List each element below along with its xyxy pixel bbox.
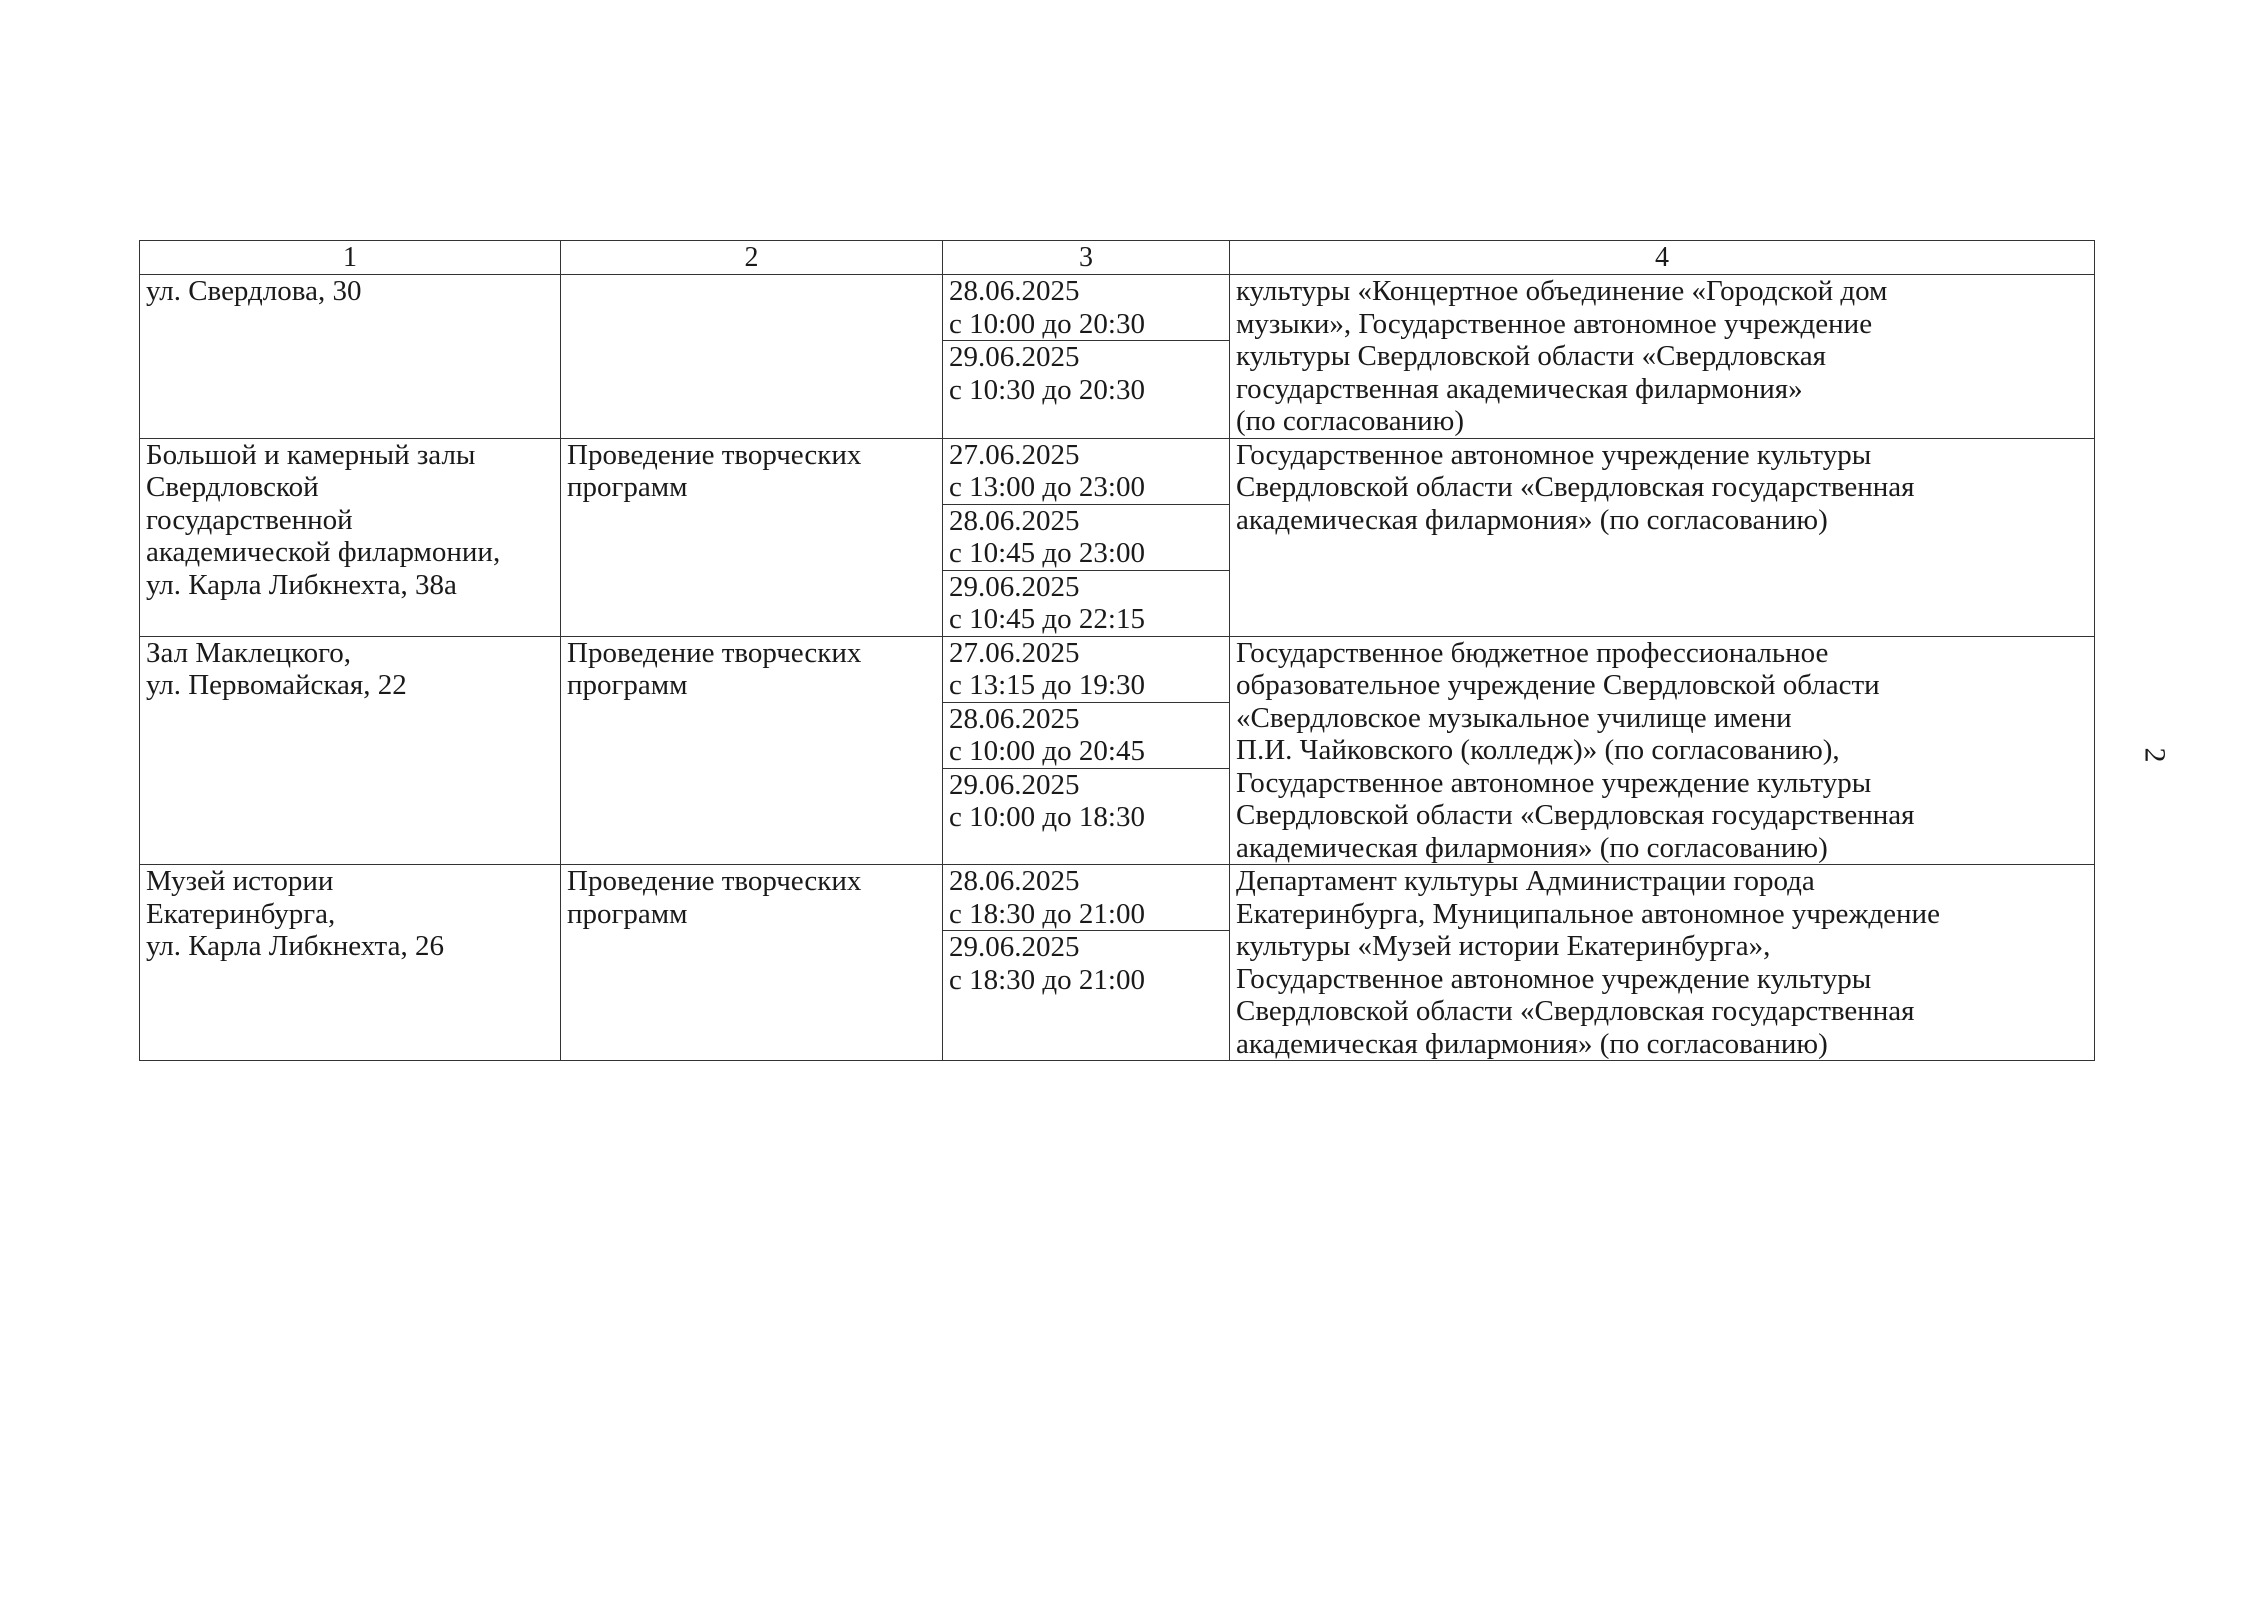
events-table [139,240,2095,1061]
date-text: 28.06.2025 [949,702,1080,735]
date-slot [943,769,1229,834]
venue-line: государственной [146,503,353,536]
organizer-line: академическая филармония» (по согласованию) [1236,503,1828,536]
table-row [140,636,2095,865]
date-text: 29.06.2025 [949,931,1080,963]
date-slot [943,275,1229,341]
venue-line: Зал Маклецкого, [146,636,352,669]
time-range-text: с 10:45 до 23:00 [949,537,1145,569]
activity-cell [561,438,943,636]
date-text: 29.06.2025 [949,570,1080,603]
venue-line: Большой и камерный залы [146,438,476,471]
venue-line: Музей истории [146,865,334,897]
activity-cell [561,636,943,865]
date-slot [943,505,1229,571]
time-range-text: с 10:00 до 18:30 [949,801,1145,833]
organizer-line: Государственное автономное учреждение культуры [1236,766,1872,799]
dates-cell [943,275,1230,439]
date-slot [943,341,1229,406]
organizer-line: П.И. Чайковского (колледж)» (по согласованию), [1236,734,1840,766]
date-slot [943,703,1229,769]
date-slot [943,439,1229,505]
header-row [140,241,2095,275]
activity-text: Проведение творческих программ [567,865,862,930]
page-number: 2 [2138,747,2172,763]
organizer-line: культуры Свердловской области «Свердловская [1236,340,1826,372]
date-text: 28.06.2025 [949,504,1080,537]
organizer-line: «Свердловское музыкальное училище имени [1236,701,1792,734]
date-text: 29.06.2025 [949,768,1080,801]
organizer-line: культуры «Концертное объединение «Городской дом [1236,275,1888,307]
date-text: 27.06.2025 [949,636,1080,669]
organizer-line: Екатеринбурга, Муниципальное автономное учреждение [1236,897,1940,930]
organizers-cell [1230,636,2095,865]
time-range-text: с 18:30 до 21:00 [949,897,1145,930]
organizer-line: государственная академическая филармония» [1236,372,1803,405]
organizer-line: Государственное бюджетное профессиональное [1236,636,1829,669]
organizer-line: Свердловской области «Свердловская государственная [1236,799,1915,831]
organizers-cell [1230,865,2095,1061]
header-cell-1: 1 [140,241,561,275]
table-row [140,865,2095,1061]
time-range-text: с 10:00 до 20:45 [949,735,1145,767]
dates-cell [943,636,1230,865]
venue-line: ул. Карла Либкнехта, 38а [146,568,457,601]
date-slot [943,637,1229,703]
time-range-text: с 13:15 до 19:30 [949,669,1145,701]
header-cell-2: 2 [561,241,943,275]
organizer-line: Департамент культуры Администрации города [1236,865,1815,897]
header-cell-3: 3 [943,241,1230,275]
venue-line: Екатеринбурга, [146,897,336,930]
organizer-line: культуры «Музей истории Екатеринбурга», [1236,930,1771,962]
venue-cell [140,636,561,865]
venue-cell [140,865,561,1061]
venue-line: академической филармонии, [146,536,501,568]
date-text: 27.06.2025 [949,438,1080,471]
venue-cell [140,438,561,636]
activity-cell [561,275,943,439]
activity-cell [561,865,943,1061]
header-cell-4: 4 [1230,241,2095,275]
date-slot [943,571,1229,636]
document-sheet [139,240,2094,1061]
venue-line: ул. Карла Либкнехта, 26 [146,930,444,962]
date-text: 28.06.2025 [949,275,1080,307]
organizer-line: образовательное учреждение Свердловской области [1236,669,1880,701]
time-range-text: с 18:30 до 21:00 [949,963,1145,996]
time-range-text: с 10:45 до 22:15 [949,603,1145,635]
venue-line: Свердловской [146,471,319,503]
venue-line: ул. Первомайская, 22 [146,669,407,701]
date-slot [943,865,1229,931]
organizer-line: Государственное автономное учреждение культуры [1236,438,1872,471]
organizers-cell [1230,438,2095,636]
activity-text: Проведение творческих программ [567,636,862,701]
date-slot [943,931,1229,996]
organizer-line: академическая филармония» (по согласованию) [1236,831,1828,864]
venue-cell [140,275,561,439]
table-row [140,438,2095,636]
organizer-line: (по согласованию) [1236,405,1464,437]
table-row [140,275,2095,439]
organizer-line: академическая филармония» (по согласованию) [1236,1027,1828,1060]
dates-cell [943,865,1230,1061]
organizer-line: музыки», Государственное автономное учреждение [1236,307,1873,340]
date-text: 28.06.2025 [949,865,1080,897]
time-range-text: с 10:00 до 20:30 [949,307,1145,340]
organizer-line: Свердловской области «Свердловская государственная [1236,471,1915,503]
date-text: 29.06.2025 [949,341,1080,373]
dates-cell [943,438,1230,636]
organizer-line: Государственное автономное учреждение культуры [1236,962,1872,995]
venue-line: ул. Свердлова, 30 [146,275,362,307]
time-range-text: с 10:30 до 20:30 [949,373,1145,406]
activity-text: Проведение творческих программ [567,438,862,503]
organizer-line: Свердловской области «Свердловская государственная [1236,995,1915,1027]
organizers-cell [1230,275,2095,439]
time-range-text: с 13:00 до 23:00 [949,471,1145,503]
